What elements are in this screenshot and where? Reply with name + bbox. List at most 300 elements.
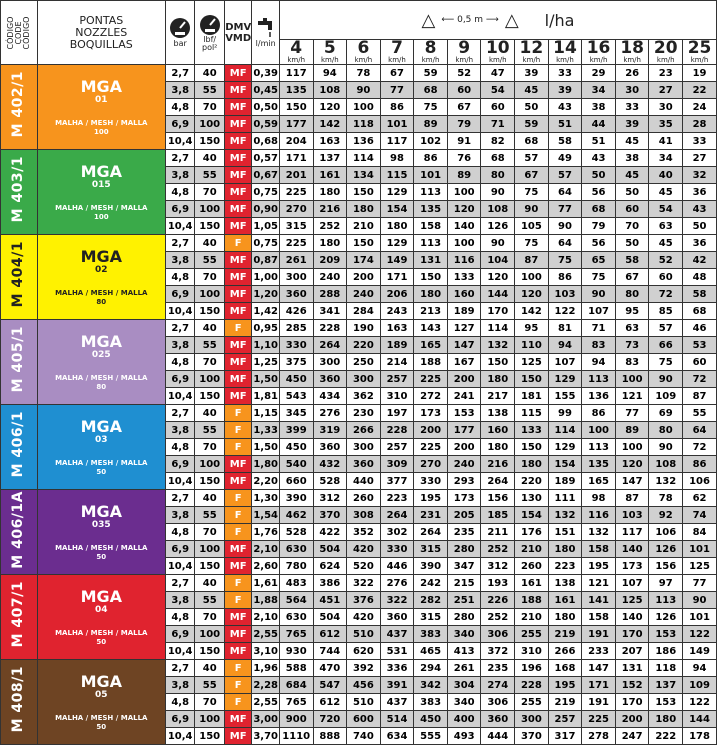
- rate-cell: 142: [515, 303, 549, 320]
- rate-cell: 89: [414, 116, 448, 133]
- rate-cell: 422: [313, 524, 347, 541]
- rate-cell: 77: [548, 201, 582, 218]
- rate-cell: 282: [414, 592, 448, 609]
- flow-cell: 0,95: [252, 320, 279, 337]
- rate-cell: 50: [515, 99, 549, 116]
- rate-cell: 370: [515, 728, 549, 745]
- codigo-header: CÓDIGO CODE CÓDIGO: [1, 1, 38, 65]
- pressure-cell: 2,7: [165, 405, 195, 422]
- rate-cell: 51: [548, 116, 582, 133]
- rate-cell: 40: [649, 167, 683, 184]
- rate-cell: 100: [347, 99, 381, 116]
- rate-cell: 136: [347, 133, 381, 150]
- rate-cell: 144: [481, 286, 515, 303]
- rate-cell: 87: [615, 490, 649, 507]
- rate-cell: 306: [481, 626, 515, 643]
- droplet-class-badge: MF: [224, 286, 251, 303]
- flow-cell: 3,00: [252, 711, 279, 728]
- droplet-class-badge: MF: [224, 558, 251, 575]
- flow-cell: 1,50: [252, 371, 279, 388]
- rate-cell: 58: [548, 133, 582, 150]
- droplet-class-badge: MF: [224, 354, 251, 371]
- rate-cell: 47: [481, 65, 515, 82]
- rate-cell: 330: [380, 541, 414, 558]
- rate-cell: 77: [683, 575, 717, 592]
- rate-cell: 50: [615, 184, 649, 201]
- rate-cell: 270: [279, 201, 313, 218]
- rate-cell: 154: [515, 507, 549, 524]
- rate-cell: 63: [615, 320, 649, 337]
- rate-cell: 225: [279, 235, 313, 252]
- rate-cell: 36: [683, 235, 717, 252]
- rate-cell: 420: [347, 609, 381, 626]
- rate-cell: 19: [683, 65, 717, 82]
- flow-cell: 1,42: [252, 303, 279, 320]
- rate-cell: 154: [548, 456, 582, 473]
- rate-cell: 180: [380, 218, 414, 235]
- rate-cell: 180: [481, 439, 515, 456]
- rate-cell: 100: [615, 439, 649, 456]
- rate-cell: 235: [481, 660, 515, 677]
- speed-column-header: 25 km/h: [683, 40, 717, 65]
- rate-cell: 150: [347, 235, 381, 252]
- rate-cell: 230: [347, 405, 381, 422]
- rate-cell: 51: [582, 133, 616, 150]
- rate-cell: 228: [380, 422, 414, 439]
- speed-column-header: 8 km/h: [414, 40, 448, 65]
- rate-cell: 205: [447, 507, 481, 524]
- rate-cell: 240: [347, 286, 381, 303]
- pressure-cell: 10,4: [165, 643, 195, 660]
- droplet-class-badge: MF: [224, 371, 251, 388]
- rate-cell: 210: [515, 609, 549, 626]
- rate-cell: 106: [683, 473, 717, 490]
- rate-cell: 75: [515, 235, 549, 252]
- rate-cell: 155: [548, 388, 582, 405]
- rate-cell: 68: [683, 303, 717, 320]
- rate-cell: 493: [447, 728, 481, 745]
- rate-cell: 177: [279, 116, 313, 133]
- rate-cell: 180: [515, 456, 549, 473]
- rate-cell: 64: [548, 184, 582, 201]
- pressure-cell: 100: [195, 626, 225, 643]
- rate-cell: 153: [649, 626, 683, 643]
- speed-column-header: 18 km/h: [615, 40, 649, 65]
- rate-cell: 39: [548, 82, 582, 99]
- rate-cell: 352: [347, 524, 381, 541]
- rate-cell: 151: [548, 524, 582, 541]
- rate-cell: 132: [582, 524, 616, 541]
- rate-cell: 45: [615, 167, 649, 184]
- rate-cell: 56: [582, 184, 616, 201]
- rate-cell: 300: [515, 711, 549, 728]
- rate-cell: 180: [548, 609, 582, 626]
- pressure-cell: 3,8: [165, 252, 195, 269]
- rate-cell: 50: [615, 235, 649, 252]
- droplet-class-badge: MF: [224, 133, 251, 150]
- droplet-class-badge: F: [224, 575, 251, 592]
- rate-cell: 108: [649, 456, 683, 473]
- rate-cell: 58: [683, 286, 717, 303]
- pressure-cell: 10,4: [165, 133, 195, 150]
- rate-cell: 171: [279, 150, 313, 167]
- rate-cell: 780: [279, 558, 313, 575]
- rate-cell: 115: [515, 405, 549, 422]
- pressure-cell: 55: [195, 252, 225, 269]
- rate-cell: 132: [548, 507, 582, 524]
- rate-cell: 120: [447, 201, 481, 218]
- rate-cell: 53: [683, 337, 717, 354]
- droplet-class-badge: MF: [224, 728, 251, 745]
- rate-cell: 101: [683, 541, 717, 558]
- rate-cell: 219: [548, 626, 582, 643]
- rate-cell: 531: [380, 643, 414, 660]
- table-row: [1, 235, 717, 252]
- rate-cell: 165: [414, 337, 448, 354]
- rate-cell: 400: [447, 711, 481, 728]
- flow-cell: 3,70: [252, 728, 279, 745]
- rate-cell: 288: [313, 286, 347, 303]
- rate-cell: 383: [414, 626, 448, 643]
- pressure-cell: 10,4: [165, 218, 195, 235]
- flow-cell: 0,57: [252, 150, 279, 167]
- rate-cell: 300: [347, 371, 381, 388]
- flow-cell: 1,61: [252, 575, 279, 592]
- flow-cell: 0,45: [252, 82, 279, 99]
- pressure-cell: 40: [195, 490, 225, 507]
- rate-cell: 27: [683, 150, 717, 167]
- droplet-class-badge: F: [224, 677, 251, 694]
- droplet-class-badge: MF: [224, 201, 251, 218]
- pressure-cell: 4,8: [165, 439, 195, 456]
- flow-cell: 2,55: [252, 626, 279, 643]
- rate-cell: 140: [447, 218, 481, 235]
- rate-cell: 113: [414, 184, 448, 201]
- rate-cell: 107: [548, 354, 582, 371]
- speed-column-header: 7 km/h: [380, 40, 414, 65]
- droplet-class-badge: F: [224, 507, 251, 524]
- rate-cell: 306: [481, 694, 515, 711]
- rate-cell: 158: [582, 541, 616, 558]
- flow-cell: 1,10: [252, 337, 279, 354]
- rate-cell: 211: [481, 524, 515, 541]
- rate-cell: 399: [279, 422, 313, 439]
- rate-cell: 188: [414, 354, 448, 371]
- rate-cell: 510: [347, 626, 381, 643]
- rate-cell: 165: [582, 473, 616, 490]
- rate-cell: 147: [582, 660, 616, 677]
- rate-cell: 81: [548, 320, 582, 337]
- rate-cell: 94: [548, 337, 582, 354]
- rate-cell: 76: [447, 150, 481, 167]
- rate-cell: 109: [683, 677, 717, 694]
- rate-cell: 66: [649, 337, 683, 354]
- rate-cell: 216: [481, 456, 515, 473]
- rate-cell: 302: [380, 524, 414, 541]
- flow-cell: 1,80: [252, 456, 279, 473]
- rate-cell: 57: [515, 150, 549, 167]
- rate-cell: 462: [279, 507, 313, 524]
- rate-cell: 75: [414, 99, 448, 116]
- rate-cell: 108: [313, 82, 347, 99]
- flow-cell: 1,33: [252, 422, 279, 439]
- nozzles-label: NOZZLES: [75, 25, 128, 39]
- rate-cell: 127: [447, 320, 481, 337]
- rate-cell: 26: [615, 65, 649, 82]
- rate-cell: 115: [380, 167, 414, 184]
- pressure-cell: 3,8: [165, 167, 195, 184]
- rate-cell: 116: [582, 507, 616, 524]
- rate-cell: 377: [380, 473, 414, 490]
- rate-cell: 100: [615, 371, 649, 388]
- rate-cell: 113: [649, 592, 683, 609]
- boquillas-label: BOQUILLAS: [69, 37, 133, 51]
- rate-cell: 240: [447, 456, 481, 473]
- rate-cell: 266: [548, 643, 582, 660]
- rate-cell: 135: [414, 201, 448, 218]
- rate-cell: 392: [347, 660, 381, 677]
- rate-cell: 216: [313, 201, 347, 218]
- flow-cell: 2,20: [252, 473, 279, 490]
- rate-cell: 129: [548, 371, 582, 388]
- rate-cell: 233: [582, 643, 616, 660]
- pressure-cell: 3,8: [165, 507, 195, 524]
- pressure-cell: 4,8: [165, 184, 195, 201]
- pressure-cell: 150: [195, 728, 225, 745]
- rate-cell: 104: [481, 252, 515, 269]
- rate-cell: 48: [683, 269, 717, 286]
- pressure-cell: 4,8: [165, 269, 195, 286]
- pressure-cell: 3,8: [165, 337, 195, 354]
- rate-cell: 173: [414, 405, 448, 422]
- rate-cell: 60: [615, 201, 649, 218]
- pressure-cell: 40: [195, 660, 225, 677]
- rate-cell: 28: [683, 116, 717, 133]
- rate-cell: 185: [481, 507, 515, 524]
- pressure-cell: 100: [195, 456, 225, 473]
- rate-cell: 235: [447, 524, 481, 541]
- rate-cell: 426: [279, 303, 313, 320]
- rate-cell: 375: [279, 354, 313, 371]
- rate-cell: 437: [380, 694, 414, 711]
- rate-cell: 90: [481, 184, 515, 201]
- rate-cell: 106: [649, 524, 683, 541]
- rate-cell: 300: [279, 269, 313, 286]
- rate-cell: 383: [414, 694, 448, 711]
- speed-column-header: 9 km/h: [447, 40, 481, 65]
- flow-cell: 1,25: [252, 354, 279, 371]
- pressure-cell: 3,8: [165, 592, 195, 609]
- rate-cell: 75: [548, 252, 582, 269]
- rate-cell: 200: [347, 269, 381, 286]
- nozzle-name-cell: MGA 01 MALHA / MESH / MALLA 100: [37, 65, 165, 150]
- rate-cell: 30: [649, 99, 683, 116]
- rate-cell: 252: [481, 541, 515, 558]
- rate-cell: 285: [279, 320, 313, 337]
- pressure-gauge-icon: [169, 17, 191, 39]
- rate-cell: 86: [548, 269, 582, 286]
- speed-column-header: 16 km/h: [582, 40, 616, 65]
- rate-cell: 100: [582, 422, 616, 439]
- product-code: M 405/1: [1, 320, 38, 405]
- rate-cell: 113: [582, 439, 616, 456]
- rate-cell: 386: [313, 575, 347, 592]
- rate-cell: 90: [649, 439, 683, 456]
- rate-cell: 158: [414, 218, 448, 235]
- rate-cell: 98: [582, 490, 616, 507]
- droplet-class-badge: MF: [224, 711, 251, 728]
- flow-cell: 0,67: [252, 167, 279, 184]
- rate-cell: 197: [380, 405, 414, 422]
- rate-cell: 200: [414, 422, 448, 439]
- rate-cell: 120: [515, 286, 549, 303]
- speed-column-header: 5 km/h: [313, 40, 347, 65]
- product-code: M 404/1: [1, 235, 38, 320]
- rate-cell: 181: [515, 388, 549, 405]
- rate-cell: 240: [313, 269, 347, 286]
- rate-cell: 86: [683, 456, 717, 473]
- rate-cell: 432: [313, 456, 347, 473]
- product-code: M 408/1: [1, 660, 38, 745]
- rate-cell: 64: [683, 422, 717, 439]
- pressure-cell: 55: [195, 677, 225, 694]
- rate-cell: 82: [481, 133, 515, 150]
- rate-cell: 264: [481, 473, 515, 490]
- rate-cell: 60: [683, 354, 717, 371]
- pressure-cell: 4,8: [165, 524, 195, 541]
- rate-cell: 274: [481, 677, 515, 694]
- pressure-cell: 100: [195, 286, 225, 303]
- droplet-class-badge: F: [224, 490, 251, 507]
- rate-cell: 309: [380, 456, 414, 473]
- droplet-class-badge: MF: [224, 541, 251, 558]
- droplet-class-badge: MF: [224, 337, 251, 354]
- rate-cell: 173: [447, 490, 481, 507]
- droplet-class-badge: F: [224, 524, 251, 541]
- rate-cell: 45: [649, 235, 683, 252]
- application-rate-header: [279, 1, 716, 40]
- rate-cell: 225: [414, 439, 448, 456]
- rate-cell: 134: [347, 167, 381, 184]
- flow-cell: 2,55: [252, 694, 279, 711]
- rate-cell: 50: [683, 218, 717, 235]
- rate-cell: 144: [683, 711, 717, 728]
- rate-cell: 24: [683, 99, 717, 116]
- pressure-cell: 4,8: [165, 609, 195, 626]
- rate-cell: 101: [683, 609, 717, 626]
- rate-cell: 555: [414, 728, 448, 745]
- rate-cell: 612: [313, 626, 347, 643]
- rate-cell: 257: [380, 371, 414, 388]
- rate-cell: 200: [447, 371, 481, 388]
- rate-cell: 46: [683, 320, 717, 337]
- rate-cell: 322: [347, 575, 381, 592]
- rate-cell: 191: [582, 626, 616, 643]
- rate-cell: 514: [380, 711, 414, 728]
- pressure-cell: 150: [195, 473, 225, 490]
- pressure-cell: 2,7: [165, 660, 195, 677]
- rate-cell: 45: [515, 82, 549, 99]
- rate-cell: 114: [548, 422, 582, 439]
- rate-cell: 376: [347, 592, 381, 609]
- rate-cell: 149: [683, 643, 717, 660]
- flow-cell: 0,50: [252, 99, 279, 116]
- flow-cell: 1,15: [252, 405, 279, 422]
- droplet-class-badge: F: [224, 235, 251, 252]
- rate-cell: 114: [347, 150, 381, 167]
- rate-cell: 99: [548, 405, 582, 422]
- rate-cell: 54: [481, 82, 515, 99]
- pressure-cell: 70: [195, 99, 225, 116]
- rate-cell: 95: [615, 303, 649, 320]
- flow-cell: 0,87: [252, 252, 279, 269]
- pressure-cell: 3,8: [165, 677, 195, 694]
- rate-cell: 243: [380, 303, 414, 320]
- pressure-cell: 10,4: [165, 558, 195, 575]
- rate-cell: 90: [582, 286, 616, 303]
- rate-cell: 444: [481, 728, 515, 745]
- rate-cell: 117: [615, 524, 649, 541]
- rate-cell: 68: [481, 150, 515, 167]
- rate-cell: 180: [347, 201, 381, 218]
- rate-cell: 52: [649, 252, 683, 269]
- rate-cell: 154: [380, 201, 414, 218]
- rate-cell: 129: [380, 235, 414, 252]
- rate-cell: 450: [279, 371, 313, 388]
- rate-cell: 77: [615, 405, 649, 422]
- pressure-cell: 6,9: [165, 541, 195, 558]
- rate-cell: 600: [347, 711, 381, 728]
- rate-cell: 189: [380, 337, 414, 354]
- rate-cell: 30: [615, 82, 649, 99]
- product-code: M 406/1: [1, 405, 38, 490]
- rate-cell: 222: [649, 728, 683, 745]
- nozzle-name-cell: MGA 025 MALHA / MESH / MALLA 80: [37, 320, 165, 405]
- rate-cell: 330: [414, 473, 448, 490]
- rate-cell: 360: [313, 439, 347, 456]
- droplet-class-badge: F: [224, 439, 251, 456]
- rate-cell: 1110: [279, 728, 313, 745]
- pressure-cell: 2,7: [165, 235, 195, 252]
- rate-cell: 167: [447, 354, 481, 371]
- rate-cell: 250: [347, 354, 381, 371]
- rate-cell: 78: [347, 65, 381, 82]
- rate-cell: 90: [683, 592, 717, 609]
- rate-cell: 310: [515, 643, 549, 660]
- rate-cell: 113: [414, 235, 448, 252]
- pressure-cell: 100: [195, 201, 225, 218]
- rate-cell: 118: [347, 116, 381, 133]
- rate-cell: 210: [515, 541, 549, 558]
- rate-cell: 36: [683, 184, 717, 201]
- nozzle-name-cell: MGA 015 MALHA / MESH / MALLA 100: [37, 150, 165, 235]
- rate-cell: 310: [380, 388, 414, 405]
- rate-cell: 347: [447, 558, 481, 575]
- rate-cell: 120: [481, 269, 515, 286]
- rate-cell: 195: [582, 558, 616, 575]
- rate-cell: 345: [279, 405, 313, 422]
- rate-cell: 130: [515, 490, 549, 507]
- rate-cell: 470: [313, 660, 347, 677]
- rate-cell: 161: [515, 575, 549, 592]
- rate-cell: 50: [582, 167, 616, 184]
- pressure-cell: 2,7: [165, 150, 195, 167]
- rate-cell: 95: [515, 320, 549, 337]
- pressure-cell: 2,7: [165, 490, 195, 507]
- pressure-cell: 150: [195, 133, 225, 150]
- rate-cell: 71: [481, 116, 515, 133]
- rate-cell: 120: [615, 456, 649, 473]
